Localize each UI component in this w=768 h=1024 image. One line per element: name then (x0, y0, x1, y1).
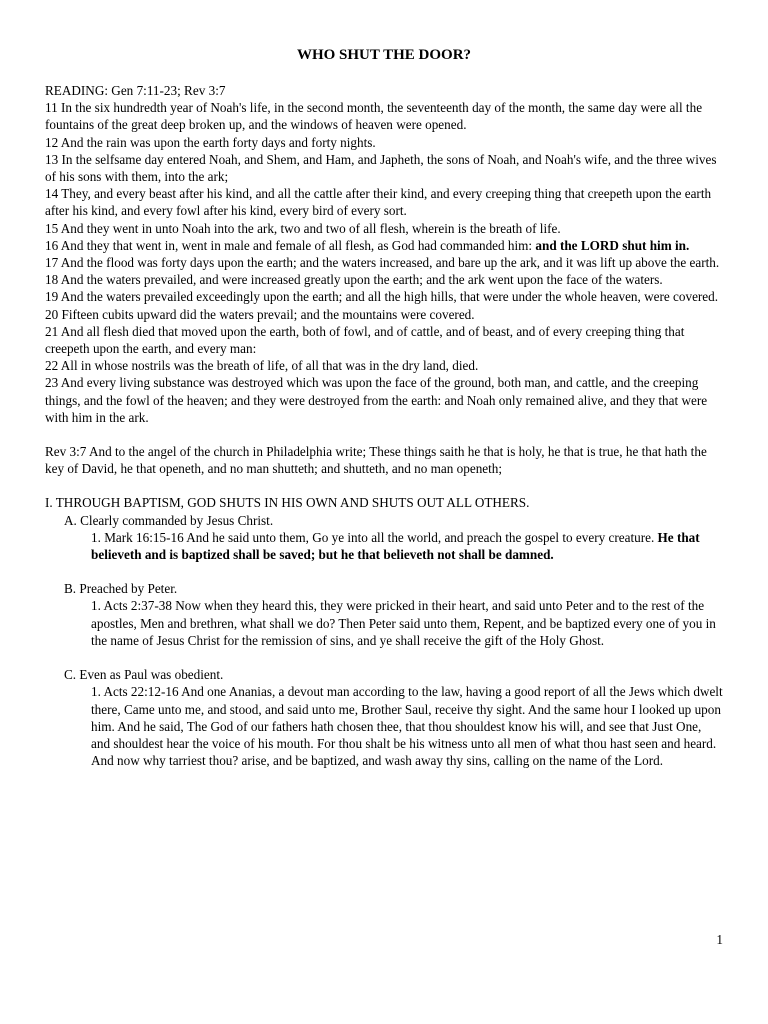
spacer (45, 649, 723, 666)
spacer (45, 426, 723, 443)
outline-heading-1: I. THROUGH BAPTISM, GOD SHUTS IN HIS OWN AND SHUTS OUT ALL OTHERS. (45, 495, 530, 511)
verse-12: 12 And the rain was upon the earth forty days and forty nights. (45, 134, 376, 150)
verse-20: 20 Fifteen cubits upward did the waters prevail; and the mountains were covered. (45, 306, 475, 322)
verse-16-text: 16 And they that went in, went in male and female of all flesh, as God had commanded him: (45, 237, 536, 253)
outline-point-c: C. Even as Paul was obedient. (64, 667, 224, 683)
page-number: 1 (716, 932, 723, 947)
verse-16-emphasis: and the LORD shut him in. (535, 237, 690, 253)
verse-13: 13 In the selfsame day entered Noah, and Shem, and Ham, and Japheth, the sons of Noah, and Noah's wife, and the three wives of his sons with them, into the ark; (45, 151, 717, 185)
verse-22: 22 All in whose nostrils was the breath of life, of all that was in the dry land, died. (45, 358, 479, 374)
verse-15: 15 And they went in unto Noah into the ark, two and two of all flesh, wherein is the breath of life. (45, 220, 561, 236)
reading-line: READING: Gen 7:11-23; Rev 3:7 (45, 83, 226, 98)
spacer (45, 563, 723, 580)
outline-point-b: B. Preached by Peter. (64, 581, 178, 597)
verse-21: 21 And all flesh died that moved upon the earth, both of fowl, and of cattle, and of beast, and of every creeping thing that creepeth upon the earth, and every man: (45, 323, 685, 357)
outline-point-a: A. Clearly commanded by Jesus Christ. (64, 512, 274, 528)
verse-19: 19 And the waters prevailed exceedingly upon the earth; and all the high hills, that were under the whole heaven, were covered. (45, 289, 719, 305)
verse-18: 18 And the waters prevailed, and were increased greatly upon the earth; and the ark went upon the face of the waters. (45, 272, 663, 288)
page-title: WHO SHUT THE DOOR? (296, 47, 472, 63)
rev-3-7: Rev 3:7 And to the angel of the church in Philadelphia write; These things saith he that is holy, he that is true, he that hath the key of David, he that openeth, and no man shutteth; and shutteth, and no man openeth; (45, 444, 707, 477)
verse-17: 17 And the flood was forty days upon the earth; and the waters increased, and bare up the ark, and it was lift up above the earth. (45, 255, 720, 271)
verse-14: 14 They, and every beast after his kind, and all the cattle after their kind, and every creeping thing that creepeth upon the earth after his kind, and every fowl after his kind, every bird of every sort. (45, 186, 712, 219)
verse-16 (45, 237, 723, 254)
outline-point-a1-text: 1. Mark 16:15-16 And he said unto them, Go ye into all the world, and preach the gospel to every creature. (91, 529, 658, 545)
spacer (45, 477, 723, 494)
verse-11: 11 In the six hundredth year of Noah's life, in the second month, the seventeenth day of the month, the same day were all the fountains of the great deep broken up, and the windows of heaven were opened. (45, 100, 703, 133)
verse-23: 23 And every living substance was destroyed which was upon the face of the ground, both man, and cattle, and the creeping things, and the fowl of the heaven; and they were destroyed from the earth: and Noah only remained alive, and they that were with him in the ark. (45, 375, 708, 425)
outline-point-b1: 1. Acts 2:37-38 Now when they heard this, they were pricked in their heart, and said unto Peter and to the rest of the apostles, Men and brethren, what shall we do? Then Peter said unto them, Repent, and be baptized every one of you in the name of Jesus Christ for the remission of sins, and ye shall receive the gift of the Holy Ghost. (91, 598, 716, 648)
outline-point-a1 (91, 529, 723, 563)
outline-point-c1: 1. Acts 22:12-16 And one Ananias, a devout man according to the law, having a good report of all the Jews which dwelt there, Came unto me, and stood, and said unto me, Brother Saul, receive thy sight. And the same hour I looked up upon him. And he said, The God of our fathers hath chosen thee, that thou shouldest know his will, and see that Just One, and shouldest hear the voice of his mouth. For thou shalt be his witness unto all men of what thou hast seen and heard. And now why tarriest thou? arise, and be baptized, and wash away thy sins, calling on the name of the Lord. (91, 684, 723, 769)
outline-point-a1-emphasis: He that believeth and is baptized shall be saved; but he that believeth not shall be damned. (91, 529, 700, 563)
